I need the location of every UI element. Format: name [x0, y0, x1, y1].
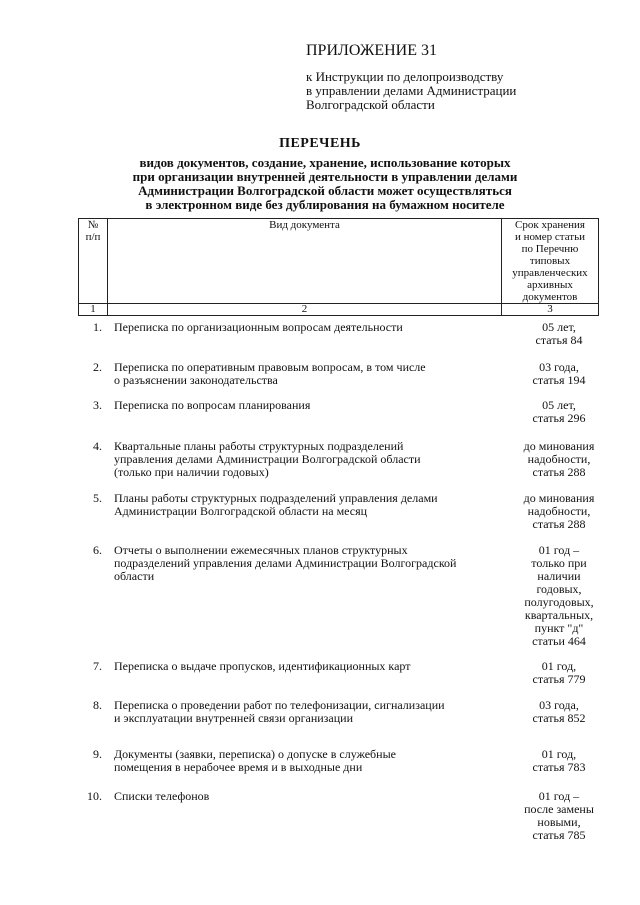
document-type — [114, 440, 510, 479]
column-header-document-type — [108, 219, 502, 304]
document-type-line: Переписка по вопросам планирования — [114, 398, 311, 412]
document-type — [114, 321, 510, 334]
document-type — [114, 748, 510, 774]
subtitle-line: Администрации Волгоградской области может осуществляться — [138, 183, 512, 198]
document-type-line: Списки телефонов — [114, 789, 210, 803]
column-header-line: типовых — [529, 255, 571, 267]
retention-line: полугодовых, — [524, 595, 594, 609]
reference-line: Волгоградской области — [306, 97, 435, 112]
document-title: ПЕРЕЧЕНЬ — [279, 136, 361, 151]
retention-line: 05 лет, — [542, 320, 576, 334]
row-number: 5. — [93, 491, 102, 505]
retention-period — [516, 748, 602, 774]
column-header-line: и номер статьи — [514, 231, 586, 243]
subtitle-line: в электронном виде без дублирования на бумажном носителе — [145, 197, 505, 212]
retention-line: статья 852 — [532, 711, 586, 725]
subtitle-line: при организации внутренней деятельности в управлении делами — [132, 169, 518, 184]
document-type-line: подразделений управления делами Администрации Волгоградской — [114, 556, 457, 570]
column-header-line: № — [87, 219, 99, 231]
document-type-line: Администрации Волгоградской области на месяц — [114, 504, 368, 518]
retention-period — [516, 321, 602, 347]
column-header-number — [79, 219, 108, 304]
column-header-line: Вид документа — [269, 219, 340, 231]
document-type-line: Переписка о выдаче пропусков, идентификационных карт — [114, 659, 411, 673]
row-number: 3. — [93, 398, 102, 412]
table-header — [78, 218, 599, 316]
retention-line: статья 288 — [532, 517, 586, 531]
document-type-line: Документы (заявки, переписка) о допуске в служебные — [114, 747, 396, 761]
row-number: 9. — [93, 747, 102, 761]
document-type — [114, 361, 510, 387]
retention-line: после замены — [524, 802, 594, 816]
document-type — [114, 544, 510, 583]
document-type-line: области — [114, 569, 155, 583]
document-type-line: о разъяснении законодательства — [114, 373, 278, 387]
retention-period — [516, 544, 602, 648]
retention-line: только при — [531, 556, 587, 570]
document-type — [114, 399, 510, 412]
retention-period — [516, 440, 602, 479]
retention-period — [516, 361, 602, 387]
retention-line: статья 194 — [532, 373, 586, 387]
reference-line: в управлении делами Администрации — [306, 83, 517, 98]
column-header-line: п/п — [85, 231, 101, 243]
retention-line: статья 288 — [532, 465, 586, 479]
retention-period — [516, 699, 602, 725]
document-type-line: Переписка по оперативным правовым вопросам, в том числе — [114, 360, 426, 374]
reference-line: к Инструкции по делопроизводству — [306, 69, 504, 84]
row-number: 8. — [93, 698, 102, 712]
appendix-reference — [306, 70, 568, 112]
retention-period — [516, 492, 602, 531]
document-type — [114, 790, 510, 803]
document-type — [114, 492, 510, 518]
document-type-line: Переписка по организационным вопросам деятельности — [114, 320, 403, 334]
retention-line: статья 783 — [532, 760, 586, 774]
retention-line: статья 785 — [532, 828, 586, 842]
retention-line: до минования — [523, 491, 595, 505]
document-type — [114, 660, 510, 673]
column-header-line: Срок хранения — [515, 219, 585, 231]
document-type-line: и эксплуатации внутренней связи организации — [114, 711, 354, 725]
document-type — [114, 699, 510, 725]
column-header-line: архивных — [527, 279, 573, 291]
retention-line: статьи 464 — [532, 634, 586, 648]
retention-line: надобности, — [527, 504, 591, 518]
retention-line: статья 779 — [532, 672, 586, 686]
retention-line: 01 год, — [541, 659, 577, 673]
retention-line: наличии — [537, 569, 581, 583]
document-type-line: помещения в нерабочее время и в выходные дни — [114, 760, 363, 774]
retention-line: статья 296 — [532, 411, 586, 425]
column-header-line: управленческих — [512, 267, 588, 279]
retention-line: до минования — [523, 439, 595, 453]
document-subtitle — [90, 156, 560, 212]
document-type-line: Переписка о проведении работ по телефонизации, сигнализации — [114, 698, 445, 712]
column-header-line: документов — [522, 291, 578, 303]
document-type-line: (только при наличии годовых) — [114, 465, 269, 479]
retention-period — [516, 399, 602, 425]
retention-line: 03 года, — [539, 698, 579, 712]
column-number-3: 3 — [502, 304, 599, 316]
retention-line: квартальных, — [524, 608, 594, 622]
row-number: 10. — [87, 789, 102, 803]
retention-line: годовых, — [536, 582, 582, 596]
appendix-title: ПРИЛОЖЕНИЕ 31 — [306, 42, 438, 59]
row-number: 6. — [93, 543, 102, 557]
column-header-retention — [502, 219, 599, 304]
retention-line: 03 года, — [539, 360, 579, 374]
retention-line: 05 лет, — [542, 398, 576, 412]
retention-line: 01 год – — [538, 543, 580, 557]
column-header-line: по Перечню — [521, 243, 579, 255]
document-type-line: Отчеты о выполнении ежемесячных планов структурных — [114, 543, 408, 557]
retention-period — [516, 660, 602, 686]
document-type-line: Планы работы структурных подразделений управления делами — [114, 491, 438, 505]
row-number: 1. — [93, 320, 102, 334]
document-type-line: Квартальные планы работы структурных подразделений — [114, 439, 404, 453]
row-number: 4. — [93, 439, 102, 453]
subtitle-line: видов документов, создание, хранение, использование которых — [139, 155, 511, 170]
row-number: 2. — [93, 360, 102, 374]
column-number-2: 2 — [108, 304, 502, 316]
retention-line: пункт "д" — [534, 621, 584, 635]
column-number-1: 1 — [79, 304, 108, 316]
row-number: 7. — [93, 659, 102, 673]
retention-line: статья 84 — [535, 333, 583, 347]
retention-line: 01 год, — [541, 747, 577, 761]
retention-line: надобности, — [527, 452, 591, 466]
document-type-line: управления делами Администрации Волгоградской области — [114, 452, 421, 466]
retention-line: новыми, — [537, 815, 581, 829]
retention-line: 01 год – — [538, 789, 580, 803]
retention-period — [516, 790, 602, 842]
